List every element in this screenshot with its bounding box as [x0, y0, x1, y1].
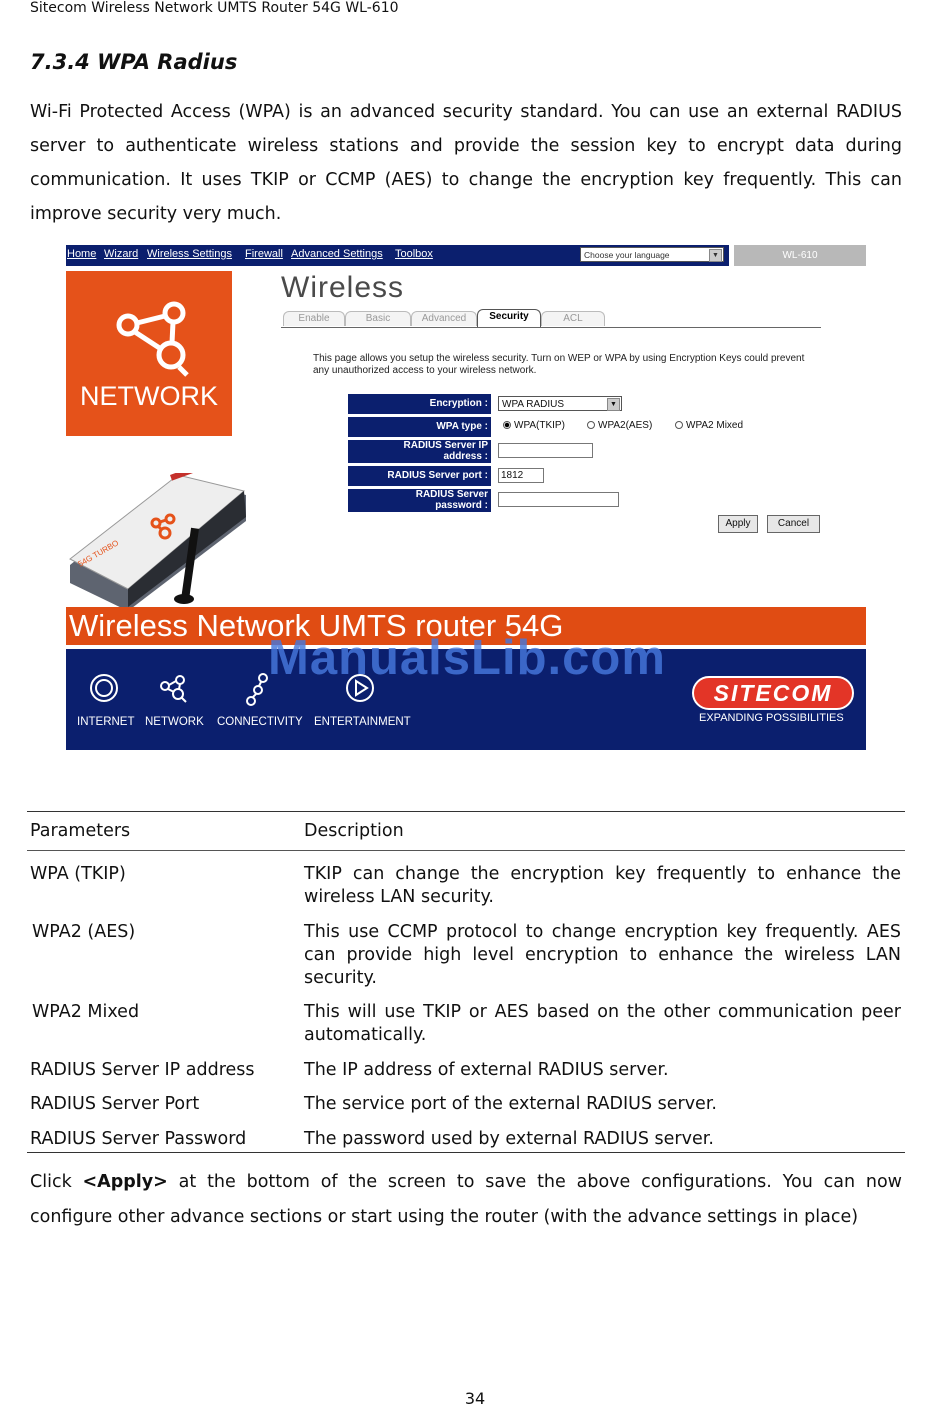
footer-network-link[interactable]: NETWORK [145, 716, 204, 728]
apply-button[interactable]: Apply [718, 515, 758, 533]
table-row-desc: The password used by external RADIUS server. [304, 1129, 714, 1149]
table-header-description: Description [304, 821, 404, 841]
document-header: Sitecom Wireless Network UMTS Router 54G WL-610 [30, 0, 399, 16]
nav-home-link[interactable]: Home [67, 248, 97, 260]
table-row-desc: The IP address of external RADIUS server. [304, 1060, 669, 1080]
tab-security[interactable]: Security [477, 309, 541, 327]
radio-empty-icon [675, 421, 683, 429]
radio-wpa2-aes-label: WPA2(AES) [598, 420, 653, 431]
radio-wpa2-aes[interactable] [587, 420, 652, 431]
table-row-param: RADIUS Server IP address [30, 1060, 255, 1080]
intro-paragraph: Wi-Fi Protected Access (WPA) is an advanced security standard. You can use an external RADIUS server to authenticate wireless stations and provide the session key to encrypt data during communication. It uses TKIP or CCMP (AES) to change the encryption key frequently. This can improve security very much. [30, 102, 902, 224]
tab-enable[interactable]: Enable [283, 311, 345, 326]
server-port-label: RADIUS Server port : [348, 466, 491, 486]
table-row-param: RADIUS Server Port [30, 1094, 200, 1114]
radio-empty-icon [587, 421, 595, 429]
network-logo [66, 271, 232, 436]
tab-advanced[interactable]: Advanced [411, 311, 477, 326]
nav-wizard-link[interactable]: Wizard [104, 248, 139, 260]
radio-wpa2-mixed[interactable] [675, 420, 743, 431]
table-header-parameters: Parameters [30, 821, 131, 841]
model-label: WL-610 [734, 245, 866, 266]
router-label: 54G TURBO [76, 538, 121, 569]
server-ip-label-line2: address : [443, 450, 488, 462]
cancel-button[interactable]: Cancel [767, 515, 820, 533]
footer-internet-link[interactable]: INTERNET [77, 716, 135, 728]
server-ip-label [348, 440, 491, 463]
nav-wireless-settings-link[interactable]: Wireless Settings [147, 248, 232, 260]
internet-icon [89, 673, 119, 703]
chevron-down-icon: ▼ [709, 249, 722, 262]
router-image [66, 473, 251, 613]
table-header-rule [27, 850, 905, 851]
radio-wpa-tkip-label: WPA(TKIP) [514, 420, 565, 431]
chevron-down-icon: ▼ [607, 398, 620, 411]
apply-reference: <Apply> [82, 1172, 168, 1192]
server-password-label-line2: password : [435, 499, 488, 511]
section-title: 7.3.4 WPA Radius [30, 50, 238, 74]
table-bottom-rule [27, 1152, 905, 1153]
tab-bar [281, 309, 821, 328]
nav-toolbox-link[interactable]: Toolbox [395, 248, 433, 260]
sitecom-tagline: EXPANDING POSSIBILITIES [699, 712, 844, 724]
closing-text-end: at the bottom of the screen to save the above configurations. You can now configure other advance sections or start using the router (with the advance settings in place) [30, 1172, 902, 1227]
product-banner: Wireless Network UMTS router 54G [66, 607, 866, 645]
closing-paragraph [30, 1165, 902, 1234]
encryption-select-value: WPA RADIUS [502, 399, 565, 410]
radio-wpa-tkip[interactable] [503, 420, 565, 431]
server-password-label-line1: RADIUS Server [415, 489, 488, 500]
encryption-label: Encryption : [348, 394, 491, 414]
table-row-desc: This use CCMP protocol to change encryption key frequently. AES can provide high level encryption to enhance the wireless LAN security. [304, 922, 901, 988]
tab-acl[interactable]: ACL [541, 311, 605, 326]
network-logo-label: NETWORK [80, 381, 218, 411]
top-nav-bar [66, 245, 729, 266]
closing-text-start: Click [30, 1172, 83, 1192]
radio-selected-icon [503, 421, 511, 429]
server-password-label [348, 489, 491, 512]
table-row-desc: The service port of the external RADIUS server. [304, 1094, 717, 1114]
watermark: ManualsLib.com [268, 631, 666, 685]
table-row-param: RADIUS Server Password [30, 1129, 247, 1149]
page-number: 34 [464, 1389, 486, 1408]
table-row-desc: TKIP can change the encryption key frequently to enhance the wireless LAN security. [304, 864, 901, 907]
footer-connectivity-link[interactable]: CONNECTIVITY [217, 716, 303, 728]
server-password-input[interactable] [498, 492, 619, 507]
server-ip-label-line1: RADIUS Server IP [403, 440, 488, 451]
radio-wpa2-mixed-label: WPA2 Mixed [686, 420, 744, 431]
server-ip-input[interactable] [498, 443, 593, 458]
language-select[interactable] [580, 247, 724, 262]
page-title: Wireless [281, 271, 405, 304]
network-nodes-icon [66, 271, 232, 381]
security-description: This page allows you setup the wireless security. Turn on WEP or WPA by using Encryption Keys could prevent any unauthorized access to your wireless network. [313, 353, 805, 376]
table-row-param: WPA (TKIP) [30, 864, 126, 884]
table-row-param: WPA2 Mixed [32, 1002, 140, 1022]
footer-entertainment-link[interactable]: ENTERTAINMENT [314, 716, 411, 728]
language-select-value: Choose your language [584, 250, 670, 260]
table-row-param: WPA2 (AES) [32, 922, 136, 942]
network-icon [158, 673, 192, 703]
table-top-rule [27, 811, 905, 812]
server-port-input[interactable]: 1812 [498, 468, 544, 483]
wpa-type-label: WPA type : [348, 417, 491, 437]
nav-firewall-link[interactable]: Firewall [245, 248, 283, 260]
encryption-select[interactable] [498, 396, 622, 411]
table-row-desc: This will use TKIP or AES based on the other communication peer automatically. [304, 1002, 901, 1045]
nav-advanced-settings-link[interactable]: Advanced Settings [291, 248, 383, 260]
tab-basic[interactable]: Basic [345, 311, 411, 326]
sitecom-logo: SITECOM [692, 676, 854, 710]
